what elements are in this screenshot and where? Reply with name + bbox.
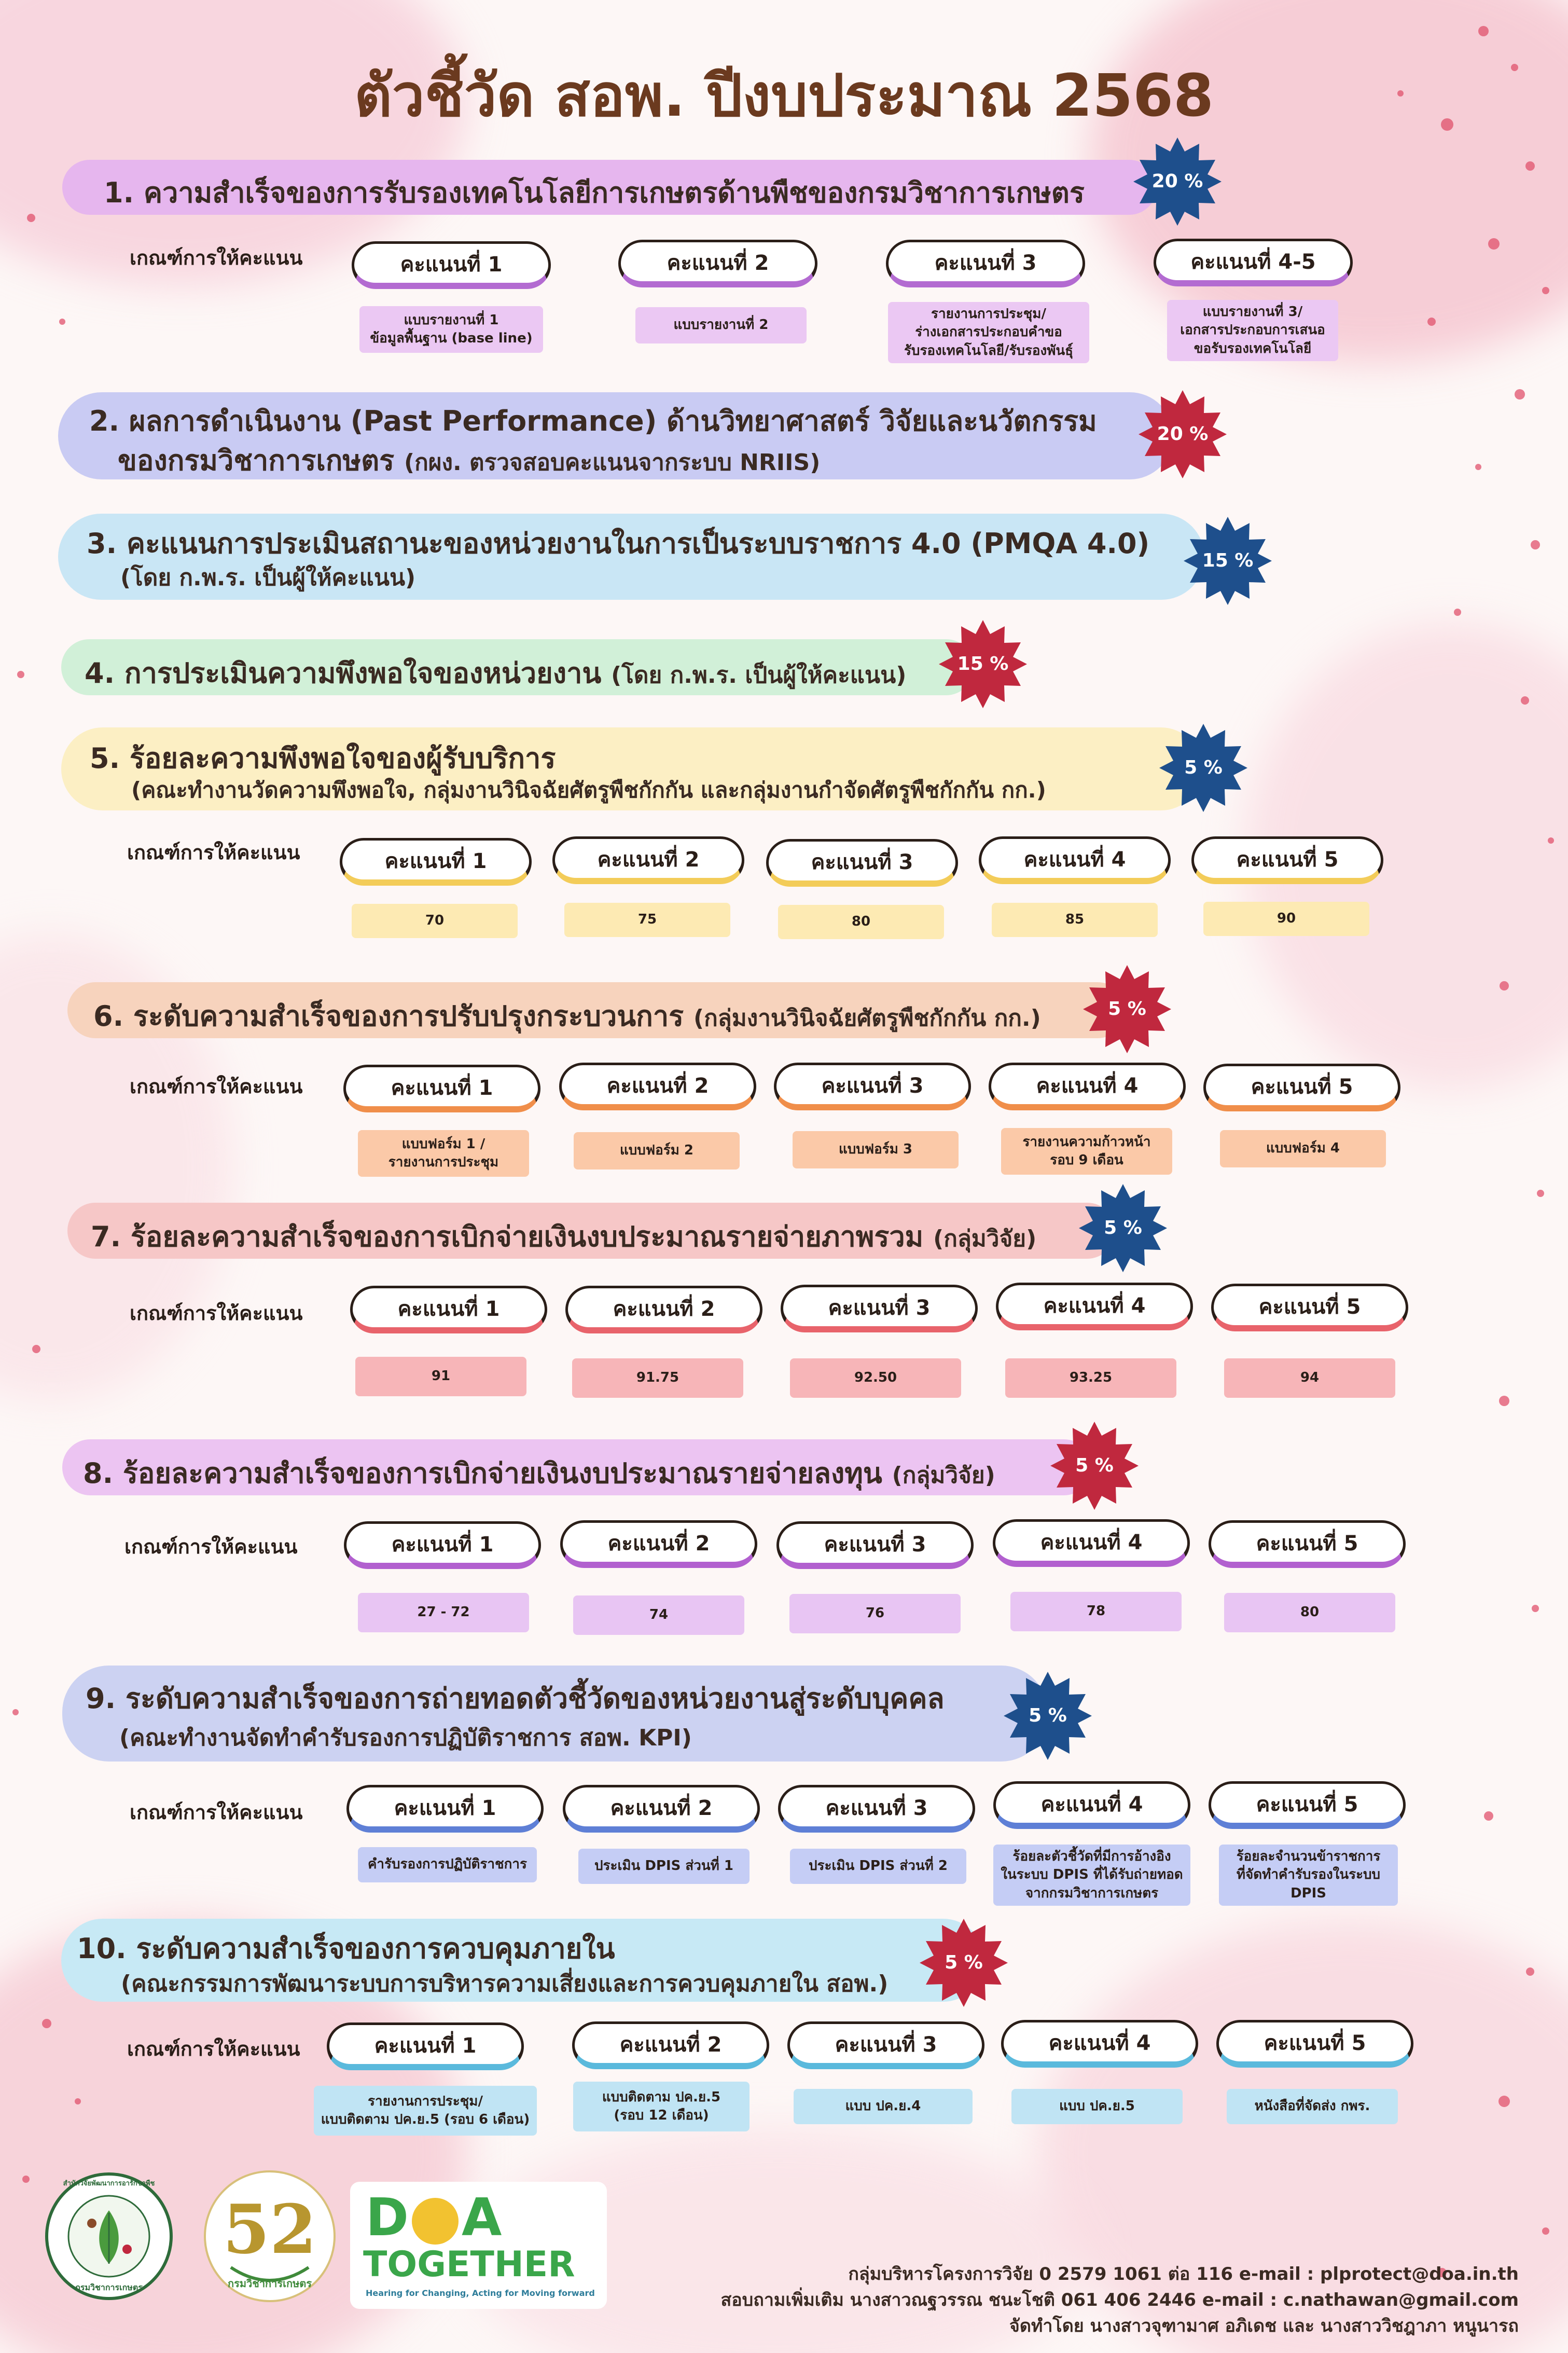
s8-value-1: 27 - 72 bbox=[358, 1593, 529, 1632]
s8-value-3: 76 bbox=[789, 1594, 961, 1633]
s5-value-5: 90 bbox=[1203, 902, 1369, 936]
weight-badge-10: 5 % bbox=[920, 1919, 1008, 2007]
s8-score-pill-5: คะแนนที่ 5 bbox=[1209, 1520, 1406, 1568]
s10-value-5: หนังสือที่จัดส่ง กพร. bbox=[1227, 2089, 1398, 2124]
s1-value-3: รายงานการประชุม/ ร่างเอกสารประกอบคำขอ รับรองเทคโนโลยี/รับรองพันธุ์ bbox=[888, 302, 1089, 363]
section-9-header: 9. ระดับความสำเร็จของการถ่ายทอดตัวชี้วัดของหน่วยงานสู่ระดับบุคคล (คณะทำงานจัดทำคำรับรองการปฏิบัติราชการ สอพ. KPI) bbox=[62, 1666, 1048, 1762]
s1-value-2: แบบรายงานที่ 2 bbox=[635, 307, 807, 343]
section-7-header: 7. ร้อยละความสำเร็จของการเบิกจ่ายเงินงบประมาณรายจ่ายภาพรวม (กลุ่มวิจัย) bbox=[67, 1203, 1115, 1259]
s10-score-pill-4: คะแนนที่ 4 bbox=[1001, 2020, 1198, 2068]
s7-score-pill-3: คะแนนที่ 3 bbox=[781, 1285, 978, 1332]
s10-score-pill-5: คะแนนที่ 5 bbox=[1216, 2020, 1413, 2068]
footer-credits: จัดทำโดย นางสาวจุฑามาศ อภิเดช และ นางสาววิชฎาภา หนูนารถ bbox=[1009, 2316, 1519, 2336]
s7-score-pill-4: คะแนนที่ 4 bbox=[996, 1283, 1193, 1330]
s8-score-pill-1: คะแนนที่ 1 bbox=[344, 1521, 541, 1569]
s7-value-5: 94 bbox=[1224, 1358, 1395, 1398]
s10-value-2: แบบติดตาม ปค.ย.5 (รอบ 12 เดือน) bbox=[573, 2082, 750, 2131]
s5-value-1: 70 bbox=[352, 904, 518, 938]
s5-value-3: 80 bbox=[778, 905, 944, 939]
s5-value-2: 75 bbox=[564, 903, 730, 937]
s7-score-pill-1: คะแนนที่ 1 bbox=[350, 1286, 547, 1333]
criteria-label-9: เกณฑ์การให้คะแนน bbox=[130, 1801, 303, 1824]
s7-score-pill-2: คะแนนที่ 2 bbox=[565, 1286, 762, 1333]
s9-value-3: ประเมิน DPIS ส่วนที่ 2 bbox=[790, 1849, 966, 1884]
anniversary-52-logo: 52 กรมวิชาการเกษตร bbox=[200, 2169, 340, 2304]
section-5-header: 5. ร้อยละความพึงพอใจของผู้รับบริการ (คณะทำงานวัดความพึงพอใจ, กลุ่มงานวินิจฉัยศัตรูพืชกักกัน และกลุ่มงานกำจัดศัตรูพืชกักกัน กก.) bbox=[61, 727, 1202, 810]
s1-score-pill-4: คะแนนที่ 4-5 bbox=[1154, 239, 1353, 286]
s5-score-pill-4: คะแนนที่ 4 bbox=[979, 836, 1171, 884]
s1-score-pill-2: คะแนนที่ 2 bbox=[618, 240, 817, 287]
section-1-header: 1. ความสำเร็จของการรับรองเทคโนโลยีการเกษตรด้านพืชของกรมวิชาการเกษตร bbox=[62, 160, 1157, 215]
s6-score-pill-3: คะแนนที่ 3 bbox=[774, 1063, 971, 1110]
s6-value-1: แบบฟอร์ม 1 / รายงานการประชุม bbox=[358, 1130, 529, 1177]
section-2-header: 2. ผลการดำเนินงาน (Past Performance) ด้านวิทยาศาสตร์ วิจัยและนวัตกรรม ของกรมวิชาการเกษตร (กผง. ตรวจสอบคะแนนจากระบบ NRIIS) bbox=[58, 392, 1173, 479]
s5-score-pill-2: คะแนนที่ 2 bbox=[552, 836, 744, 884]
s10-score-pill-3: คะแนนที่ 3 bbox=[787, 2021, 984, 2069]
plant-protection-office-logo: สำนักวิจัยพัฒนาการอารักขาพืช กรมวิชาการเกษตร bbox=[44, 2171, 174, 2301]
s9-score-pill-5: คะแนนที่ 5 bbox=[1209, 1781, 1406, 1829]
s6-score-pill-4: คะแนนที่ 4 bbox=[989, 1063, 1186, 1110]
s7-score-pill-5: คะแนนที่ 5 bbox=[1211, 1284, 1408, 1331]
s5-value-4: 85 bbox=[992, 903, 1158, 937]
s8-value-4: 78 bbox=[1010, 1592, 1182, 1631]
section-6-header: 6. ระดับความสำเร็จของการปรับปรุงกระบวนการ (กลุ่มงานวินิจฉัยศัตรูพืชกักกัน กก.) bbox=[67, 982, 1126, 1038]
section-4-header: 4. การประเมินความพึงพอใจของหน่วยงาน (โดย ก.พ.ร. เป็นผู้ให้คะแนน) bbox=[61, 639, 974, 695]
footer-contact-2: สอบถามเพิ่มเติม นางสาวณฐวรรณ ชนะโชติ 061 406 2446 e-mail : c.nathawan@gmail.com bbox=[720, 2290, 1519, 2310]
s5-score-pill-5: คะแนนที่ 5 bbox=[1191, 836, 1383, 884]
weight-badge-9: 5 % bbox=[1004, 1672, 1092, 1760]
s9-value-4: ร้อยละตัวชี้วัดที่มีการอ้างอิง ในระบบ DPIS ที่ได้รับถ่ายทอด จากกรมวิชาการเกษตร bbox=[993, 1845, 1190, 1906]
s10-value-1: รายงานการประชุม/ แบบติดตาม ปค.ย.5 (รอบ 6 เดือน) bbox=[314, 2086, 537, 2136]
s7-value-4: 93.25 bbox=[1005, 1358, 1176, 1398]
s5-score-pill-1: คะแนนที่ 1 bbox=[340, 838, 532, 886]
weight-badge-6: 5 % bbox=[1083, 965, 1171, 1053]
criteria-label-1: เกณฑ์การให้คะแนน bbox=[130, 246, 303, 269]
weight-badge-1: 20 % bbox=[1133, 137, 1222, 226]
weight-badge-3: 15 % bbox=[1184, 517, 1272, 605]
s9-value-2: ประเมิน DPIS ส่วนที่ 1 bbox=[578, 1849, 750, 1884]
s6-value-2: แบบฟอร์ม 2 bbox=[574, 1132, 740, 1169]
criteria-label-10: เกณฑ์การให้คะแนน bbox=[127, 2038, 300, 2060]
s9-value-1: คำรับรองการปฏิบัติราชการ bbox=[358, 1847, 537, 1882]
weight-badge-4: 15 % bbox=[939, 620, 1027, 708]
s6-value-5: แบบฟอร์ม 4 bbox=[1220, 1130, 1386, 1167]
s1-value-4: แบบรายงานที่ 3/ เอกสารประกอบการเสนอ ขอรับรองเทคโนโลยี bbox=[1167, 300, 1338, 361]
weight-badge-8: 5 % bbox=[1050, 1422, 1139, 1510]
section-8-header: 8. ร้อยละความสำเร็จของการเบิกจ่ายเงินงบประมาณรายจ่ายลงทุน (กลุ่มวิจัย) bbox=[62, 1439, 1092, 1495]
s1-score-pill-1: คะแนนที่ 1 bbox=[352, 241, 551, 289]
s6-value-3: แบบฟอร์ม 3 bbox=[793, 1131, 959, 1168]
criteria-label-7: เกณฑ์การให้คะแนน bbox=[130, 1302, 303, 1325]
weight-badge-5: 5 % bbox=[1159, 724, 1247, 812]
s6-score-pill-5: คะแนนที่ 5 bbox=[1203, 1064, 1400, 1111]
s1-score-pill-3: คะแนนที่ 3 bbox=[886, 240, 1085, 287]
s8-score-pill-3: คะแนนที่ 3 bbox=[776, 1521, 974, 1569]
s7-value-3: 92.50 bbox=[790, 1358, 961, 1398]
s5-score-pill-3: คะแนนที่ 3 bbox=[766, 839, 958, 887]
s6-score-pill-2: คะแนนที่ 2 bbox=[559, 1063, 756, 1110]
weight-badge-7: 5 % bbox=[1079, 1184, 1167, 1272]
weight-badge-2: 20 % bbox=[1139, 390, 1227, 478]
s6-value-4: รายงานความก้าวหน้า รอบ 9 เดือน bbox=[1001, 1128, 1172, 1175]
criteria-label-5: เกณฑ์การให้คะแนน bbox=[127, 841, 300, 864]
doa-together-logo: D A TOGETHER Hearing for Changing, Acting for Moving forward bbox=[350, 2182, 607, 2309]
s9-score-pill-2: คะแนนที่ 2 bbox=[563, 1785, 760, 1833]
s10-value-4: แบบ ปค.ย.5 bbox=[1011, 2089, 1183, 2124]
s9-value-5: ร้อยละจำนวนข้าราชการ ที่จัดทำคำรับรองในระบบ DPIS bbox=[1219, 1845, 1398, 1906]
s10-score-pill-1: คะแนนที่ 1 bbox=[327, 2022, 524, 2070]
footer-contact-1: กลุ่มบริหารโครงการวิจัย 0 2579 1061 ต่อ 116 e-mail : plprotect@doa.in.th bbox=[848, 2264, 1519, 2285]
s8-score-pill-2: คะแนนที่ 2 bbox=[560, 1520, 757, 1568]
s8-value-5: 80 bbox=[1224, 1593, 1395, 1632]
criteria-label-6: เกณฑ์การให้คะแนน bbox=[130, 1075, 303, 1098]
s10-score-pill-2: คะแนนที่ 2 bbox=[572, 2021, 769, 2069]
s1-value-1: แบบรายงานที่ 1 ข้อมูลพื้นฐาน (base line) bbox=[359, 306, 543, 353]
s6-score-pill-1: คะแนนที่ 1 bbox=[343, 1065, 540, 1112]
page-title: ตัวชี้วัด สอพ. ปีงบประมาณ 2568 bbox=[354, 62, 1214, 130]
s9-score-pill-3: คะแนนที่ 3 bbox=[778, 1785, 975, 1833]
s9-score-pill-4: คะแนนที่ 4 bbox=[993, 1781, 1190, 1829]
s7-value-2: 91.75 bbox=[572, 1358, 743, 1398]
section-10-header: 10. ระดับความสำเร็จของการควบคุมภายใน (คณะกรรมการพัฒนาระบบการบริหารความเสี่ยงและการควบคุมภายใน สอพ.) bbox=[61, 1919, 984, 2002]
s8-score-pill-4: คะแนนที่ 4 bbox=[993, 1519, 1190, 1567]
s8-value-2: 74 bbox=[573, 1595, 744, 1635]
section-3-header: 3. คะแนนการประเมินสถานะของหน่วยงานในการเป็นระบบราชการ 4.0 (PMQA 4.0) (โดย ก.พ.ร. เป็นผู้ให้คะแนน) bbox=[58, 514, 1204, 600]
s10-value-3: แบบ ปค.ย.4 bbox=[794, 2089, 973, 2124]
s7-value-1: 91 bbox=[355, 1357, 526, 1396]
s9-score-pill-1: คะแนนที่ 1 bbox=[346, 1785, 544, 1833]
criteria-label-8: เกณฑ์การให้คะแนน bbox=[124, 1535, 298, 1558]
